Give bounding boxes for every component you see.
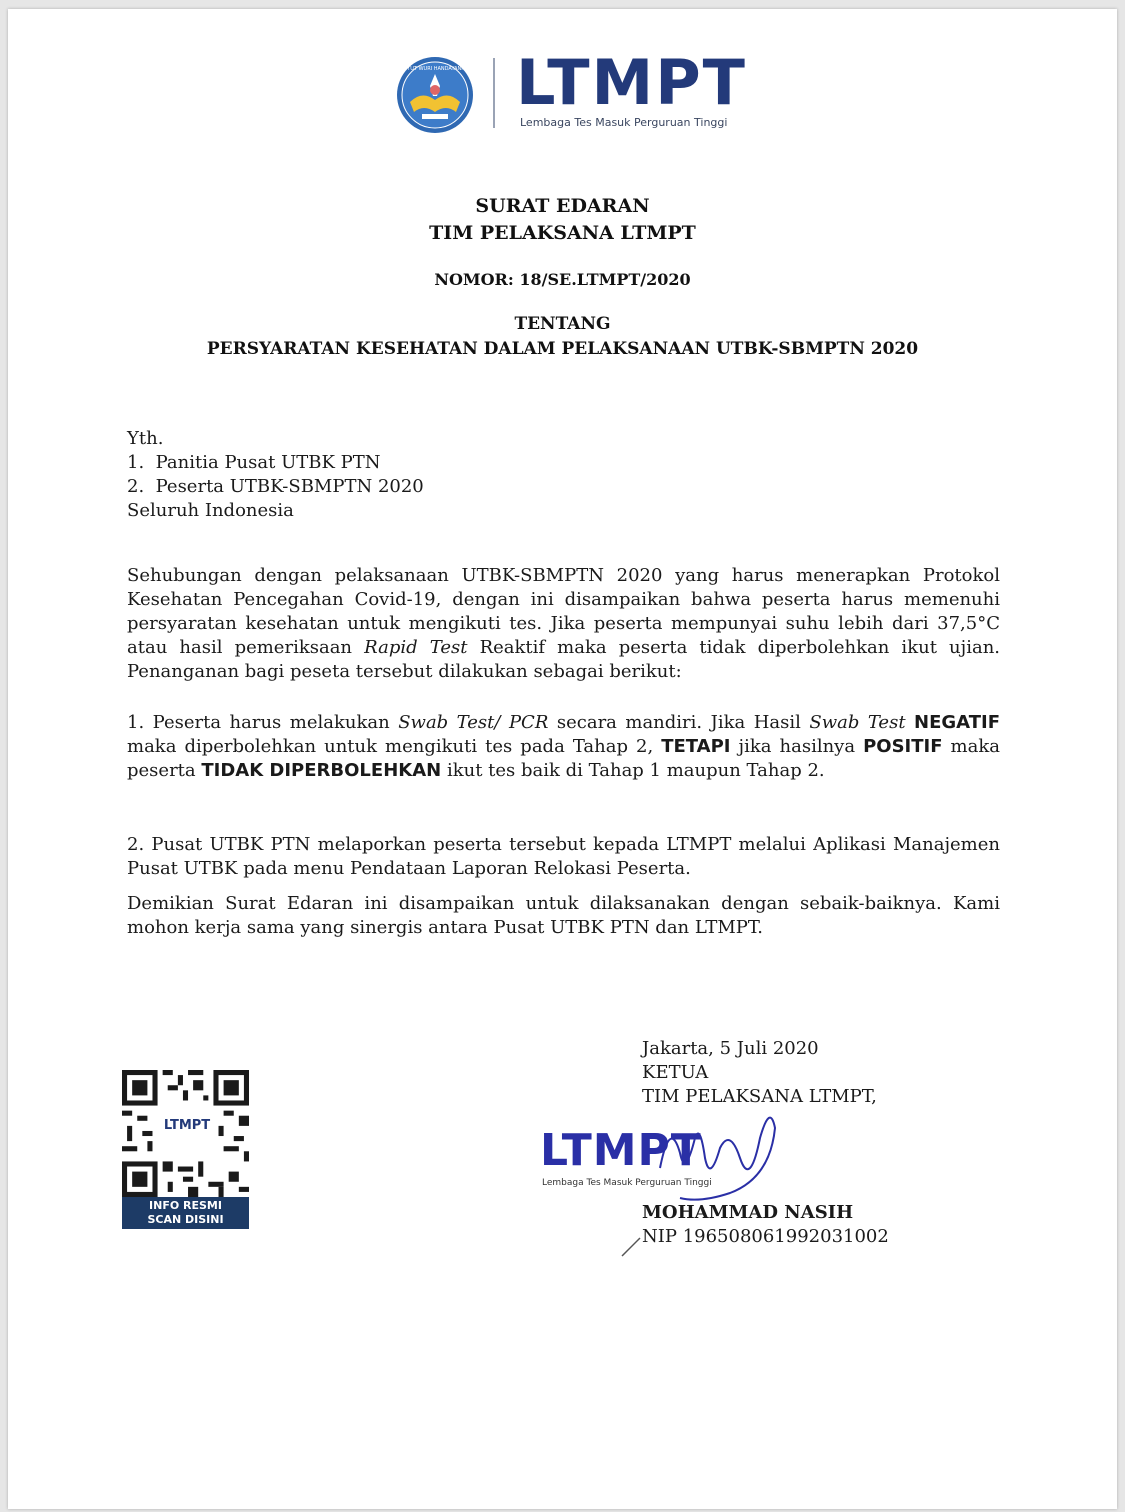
signer-team: TIM PELAKSANA LTMPT,: [642, 1086, 877, 1107]
salutation: Yth.: [127, 428, 164, 449]
p1-text-a: 1. Peserta harus melakukan: [127, 712, 399, 733]
p1-italic-2: Swab Test: [809, 712, 906, 733]
addressee-closing: Seluruh Indonesia: [127, 500, 294, 521]
p1-bold-tidak: TIDAK DIPERBOLEHKAN: [201, 760, 442, 781]
qr-code[interactable]: [122, 1070, 249, 1230]
qr-center-logo: LTMPT: [163, 1118, 211, 1133]
signer-name: MOHAMMAD NASIH: [642, 1202, 854, 1223]
p1-italic-1: Swab Test/ PCR: [398, 712, 549, 733]
logo-subtitle: Lembaga Tes Masuk Perguruan Tinggi: [520, 116, 728, 129]
qr-label-line1: INFO RESMI: [149, 1199, 222, 1212]
signer-details: [642, 1201, 889, 1249]
about-label: TENTANG: [514, 314, 611, 334]
signer-nip: NIP 196508061992031002: [642, 1226, 889, 1247]
addressee-item-1: 1. Panitia Pusat UTBK PTN: [127, 452, 381, 473]
intro-text-a: Sehubungan dengan pelaksanaan UTBK-SBMPTN 2020 yang harus menerapkan Protokol Kesehatan Pencegahan Covid-19, dengan ini disampaikan bahwa peserta harus memenuhi persyaratan kesehatan untuk mengikuti tes. Jika peserta mempunyai suhu lebih dari 37,5°C atau hasil pemeriksaan: [127, 565, 1000, 658]
qr-scan-label: [122, 1197, 249, 1229]
title-line1: SURAT EDARAN: [475, 195, 650, 217]
p1-text-f: ikut tes baik di Tahap 1 maupun Tahap 2.: [441, 760, 825, 781]
tut-wuri-handayani-seal: [396, 56, 474, 134]
paragraph-intro: [127, 564, 1000, 684]
ltmpt-stamp: LTMPT: [540, 1125, 702, 1176]
signer-role: KETUA: [642, 1062, 709, 1083]
p1-bold-tetapi: TETAPI: [661, 736, 731, 757]
intro-italic: Rapid Test: [364, 637, 468, 658]
letterhead-logo: [388, 46, 748, 145]
p1-text-b: secara mandiri. Jika Hasil: [548, 712, 810, 733]
paragraph-point-1: [127, 711, 1000, 783]
p1-bold-negatif: NEGATIF: [914, 712, 1000, 733]
qr-label-line2: SCAN DISINI: [147, 1213, 224, 1226]
intro-text-b: Reaktif maka peserta tidak diperbolehkan ikut ujian. Penanganan bagi peseta tersebut dilakukan sebagai berikut:: [127, 637, 1001, 682]
document-number: NOMOR: 18/SE.LTMPT/2020: [434, 270, 691, 289]
paragraph-point-2: 2. Pusat UTBK PTN melaporkan peserta tersebut kepada LTMPT melalui Aplikasi Manajemen Pusat UTBK pada menu Pendataan Laporan Relokasi Peserta.: [127, 834, 1000, 879]
addressee-item-2: 2. Peserta UTBK-SBMPTN 2020: [127, 476, 424, 497]
p1-text-e: maka peserta: [127, 736, 1000, 781]
qr-pattern: [122, 1070, 249, 1197]
title-line2: TIM PELAKSANA LTMPT: [429, 222, 696, 244]
seal-text: TUT WURI HANDAYANI: [407, 66, 463, 72]
p1-bold-positif: POSITIF: [863, 736, 943, 757]
p1-text-c: maka diperbolehkan untuk mengikuti tes pada Tahap 2,: [127, 736, 662, 757]
logo-divider: [493, 58, 495, 128]
addressee-block: [127, 427, 424, 523]
ltmpt-stamp-subtitle: Lembaga Tes Masuk Perguruan Tinggi: [542, 1178, 712, 1188]
place-date: Jakarta, 5 Juli 2020: [642, 1038, 819, 1059]
p1-text-d: jika hasilnya: [730, 736, 864, 757]
logo-wordmark: LTMPT: [516, 46, 747, 119]
paragraph-closing: Demikian Surat Edaran ini disampaikan untuk dilaksanakan dengan sebaik-baiknya. Kami mohon kerja sama yang sinergis antara Pusat UTBK PTN dan LTMPT.: [127, 893, 1000, 938]
subject-title: PERSYARATAN KESEHATAN DALAM PELAKSANAAN UTBK-SBMPTN 2020: [206, 339, 919, 359]
